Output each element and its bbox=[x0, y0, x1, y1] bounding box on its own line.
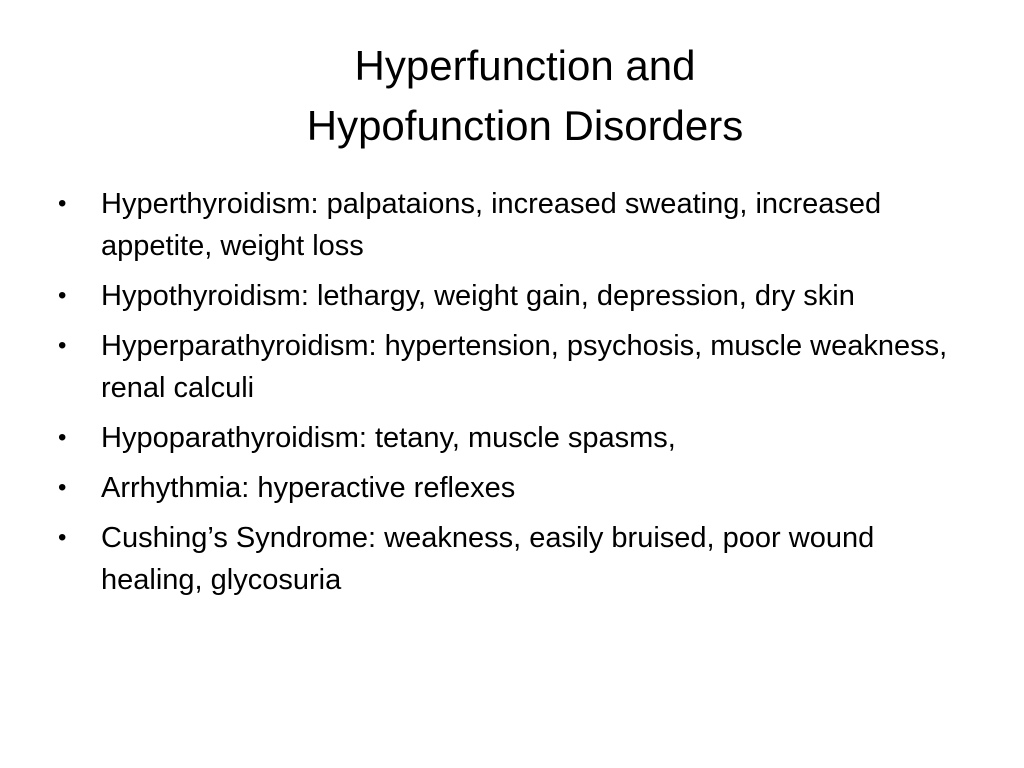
bullet-text: Hypothyroidism: lethargy, weight gain, depression, dry skin bbox=[101, 280, 855, 312]
bullet-item-hypoparathyroidism bbox=[58, 417, 958, 459]
bullet-dot-icon: • bbox=[58, 424, 67, 451]
bullet-item-cushings-syndrome bbox=[58, 517, 958, 601]
slide-title-line-1: Hyperfunction and bbox=[354, 42, 696, 89]
bullet-text: Cushing’s Syndrome: weakness, easily bruised, poor wound healing, glycosuria bbox=[101, 522, 875, 596]
bullet-text: Arrhythmia: hyperactive reflexes bbox=[101, 472, 516, 504]
bullet-dot-icon: • bbox=[58, 282, 67, 309]
slide-title-line-2: Hypofunction Disorders bbox=[306, 102, 744, 149]
bullet-item-hyperparathyroidism bbox=[58, 325, 958, 409]
bullet-dot-icon: • bbox=[58, 332, 67, 359]
bullet-list bbox=[58, 183, 958, 609]
bullet-item-hyperthyroidism bbox=[58, 183, 958, 267]
slide-title bbox=[200, 36, 850, 156]
bullet-item-hypothyroidism bbox=[58, 275, 958, 317]
bullet-text: Hypoparathyroidism: tetany, muscle spasms, bbox=[101, 422, 676, 454]
bullet-item-arrhythmia bbox=[58, 467, 958, 509]
bullet-dot-icon: • bbox=[58, 474, 67, 501]
bullet-dot-icon: • bbox=[58, 524, 67, 551]
bullet-dot-icon: • bbox=[58, 190, 67, 217]
bullet-text: Hyperthyroidism: palpataions, increased sweating, increased appetite, weight loss bbox=[101, 188, 882, 262]
bullet-text: Hyperparathyroidism: hypertension, psychosis, muscle weakness, renal calculi bbox=[101, 330, 948, 404]
